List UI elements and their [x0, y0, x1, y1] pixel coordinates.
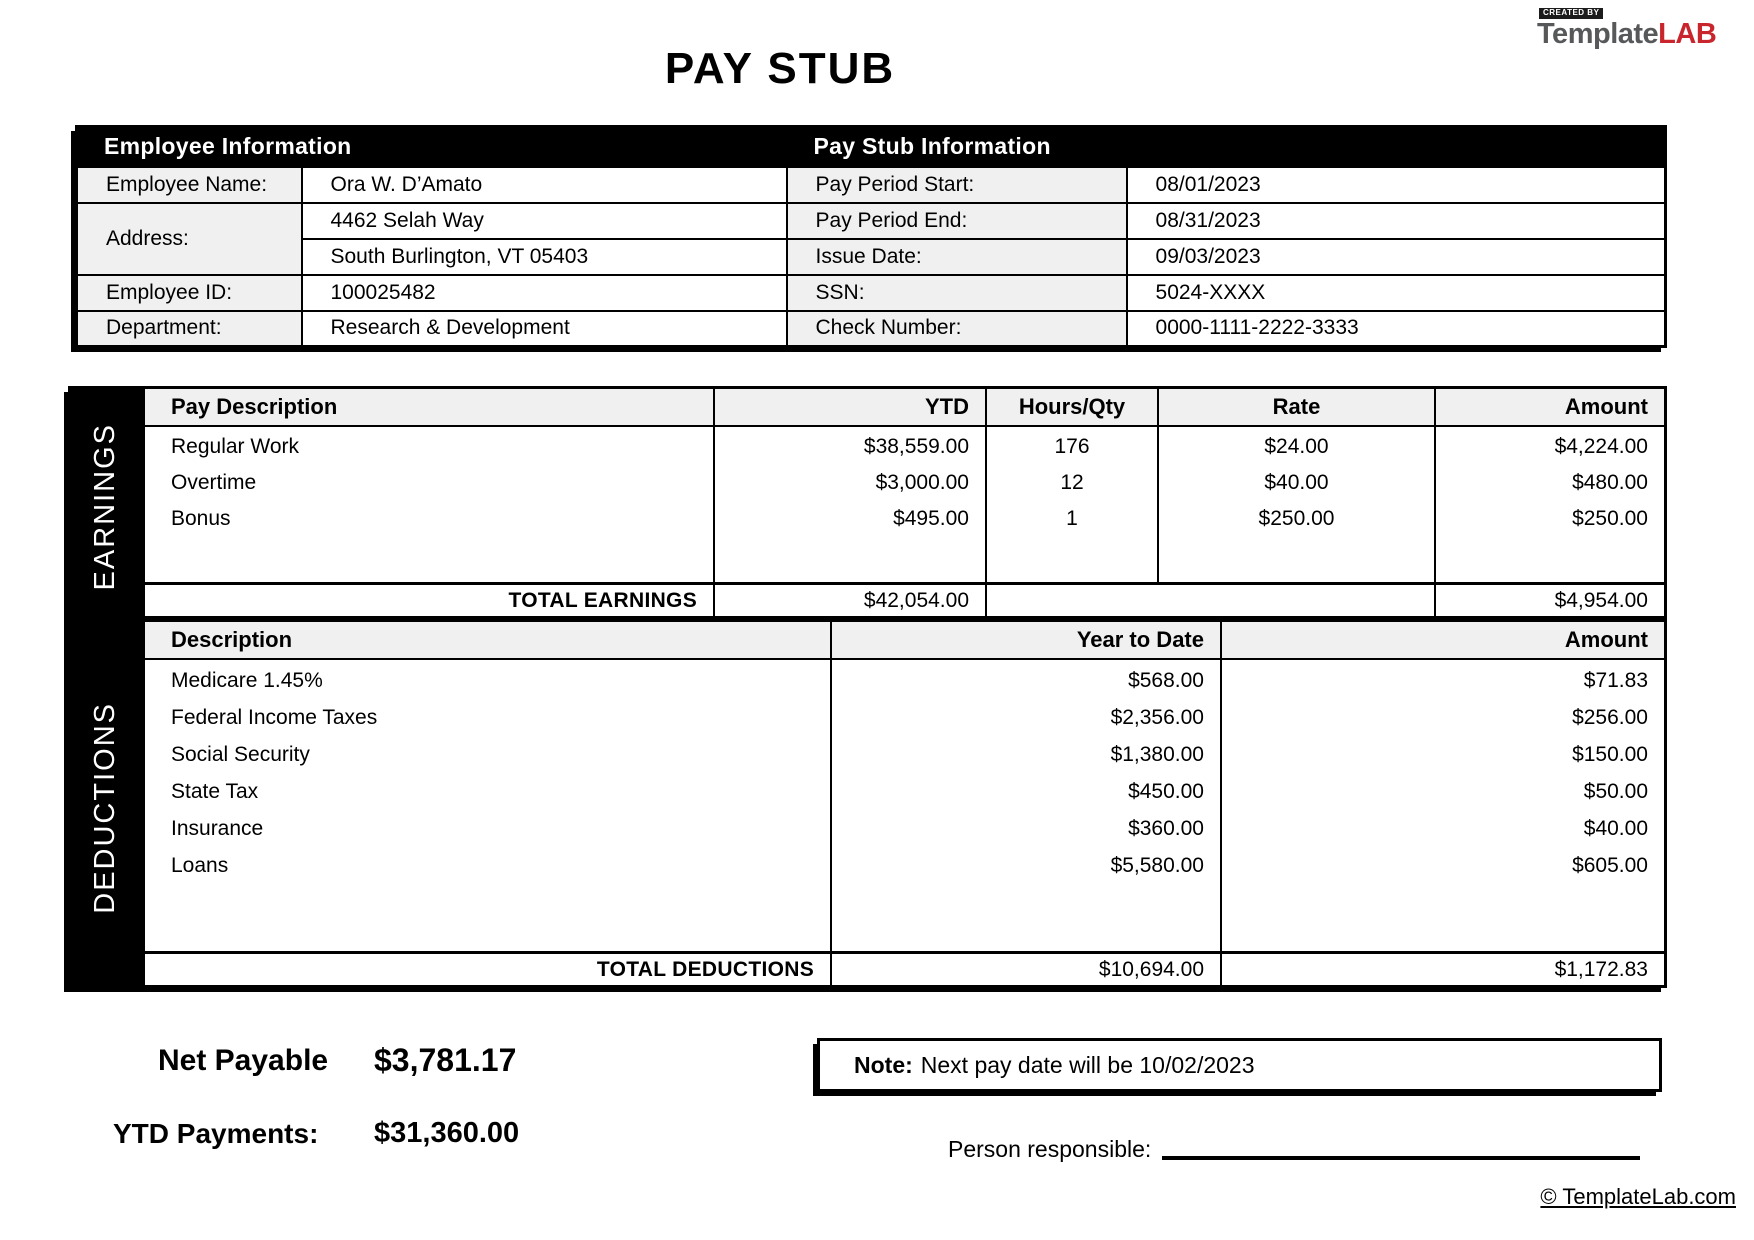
total-earnings-label: TOTAL EARNINGS [144, 584, 714, 618]
total-earnings-ytd: $42,054.00 [714, 584, 986, 618]
earnings-header-row [144, 388, 1666, 426]
earnings-hours: 176 [1054, 434, 1090, 458]
issue-date-label: Issue Date: [787, 239, 1127, 275]
earnings-sidebar-section [68, 386, 143, 627]
employee-name-label: Employee Name: [77, 167, 302, 203]
earnings-rate: $250.00 [1258, 506, 1335, 530]
earnings-section-label: EARNINGS [89, 422, 121, 591]
earnings-col-rate: Rate [1158, 388, 1435, 426]
employee-id-label: Employee ID: [77, 275, 302, 311]
person-responsible-signature-line [1162, 1128, 1640, 1160]
deduction-ytd: $568.00 [1128, 668, 1204, 692]
earnings-ytd: $3,000.00 [875, 470, 969, 494]
footer-credit: © TemplateLab.com [1540, 1184, 1736, 1209]
department-value: Research & Development [302, 311, 787, 347]
deduction-description: Insurance [171, 816, 264, 840]
earnings-amount-values [1435, 426, 1666, 584]
total-deductions-row [144, 953, 1666, 987]
table-row [77, 275, 1666, 311]
ssn-label: SSN: [787, 275, 1127, 311]
info-header-row [77, 127, 1666, 167]
total-deductions-amount: $1,172.83 [1221, 953, 1666, 987]
table-row [77, 203, 1666, 239]
net-payable-label: Net Payable [158, 1044, 329, 1077]
pay-period-start-label: Pay Period Start: [787, 167, 1127, 203]
check-number-value: 0000-1111-2222-3333 [1127, 311, 1666, 347]
department-label: Department: [77, 311, 302, 347]
logo-brand-text [1537, 19, 1716, 49]
earnings-amount: $250.00 [1572, 506, 1648, 530]
earnings-ytd: $38,559.00 [863, 434, 969, 458]
earnings-hours-values [986, 426, 1158, 584]
deductions-descriptions [144, 659, 831, 953]
earnings-amount: $480.00 [1572, 470, 1648, 494]
earnings-rate: $24.00 [1264, 434, 1329, 458]
deductions-col-year-to-date: Year to Date [831, 621, 1221, 659]
deduction-description: Social Security [171, 742, 310, 766]
deduction-ytd: $5,580.00 [1110, 853, 1204, 877]
total-earnings-amount: $4,954.00 [1435, 584, 1666, 618]
earnings-descriptions [144, 426, 714, 584]
deduction-amount: $605.00 [1572, 853, 1648, 877]
deductions-amount-values [1221, 659, 1666, 953]
pay-period-end-value: 08/31/2023 [1127, 203, 1666, 239]
earnings-table [143, 386, 1667, 619]
deductions-sidebar-section [68, 627, 143, 988]
info-table [75, 125, 1667, 348]
deductions-table [143, 619, 1667, 988]
deduction-ytd: $2,356.00 [1110, 705, 1204, 729]
earnings-description: Regular Work [171, 434, 299, 458]
deduction-description: Federal Income Taxes [171, 705, 378, 729]
deductions-col-amount: Amount [1221, 621, 1666, 659]
table-row [77, 239, 1666, 275]
person-responsible-label: Person responsible: [948, 1136, 1152, 1162]
deduction-ytd: $360.00 [1128, 816, 1204, 840]
employee-name-value: Ora W. D’Amato [302, 167, 787, 203]
address-line2-value: South Burlington, VT 05403 [302, 239, 787, 275]
earnings-col-pay-description: Pay Description [144, 388, 714, 426]
logo-brand-template: Template [1537, 17, 1659, 50]
deduction-amount: $256.00 [1572, 705, 1648, 729]
table-row [77, 311, 1666, 347]
total-deductions-ytd: $10,694.00 [831, 953, 1221, 987]
ssn-value: 5024-XXXX [1127, 275, 1666, 311]
note-label: Note: [854, 1051, 913, 1078]
employee-information-header: Employee Information [77, 127, 787, 167]
templatelab-logo [1537, 8, 1716, 49]
address-label: Address: [77, 203, 302, 275]
earnings-col-ytd: YTD [714, 388, 986, 426]
total-deductions-label: TOTAL DEDUCTIONS [144, 953, 831, 987]
earnings-col-hours-qty: Hours/Qty [986, 388, 1158, 426]
page-title: PAY STUB [664, 44, 896, 93]
net-payable-value: $3,781.17 [374, 1042, 517, 1078]
section-sidebar [68, 386, 143, 988]
ytd-payments-value: $31,360.00 [374, 1117, 520, 1149]
earnings-deductions-block [68, 386, 1667, 988]
earnings-description: Overtime [171, 470, 257, 494]
deductions-ytd-values [831, 659, 1221, 953]
logo-created-by-badge: CREATED BY [1539, 8, 1603, 19]
deduction-ytd: $1,380.00 [1110, 742, 1204, 766]
deduction-ytd: $450.00 [1128, 779, 1204, 803]
note-box [817, 1038, 1662, 1092]
total-earnings-row [144, 584, 1666, 618]
earnings-ytd: $495.00 [893, 506, 969, 530]
total-earnings-spacer [986, 584, 1435, 618]
ytd-payments-label: YTD Payments: [113, 1118, 319, 1149]
earnings-col-amount: Amount [1435, 388, 1666, 426]
earnings-ytd-values [714, 426, 986, 584]
logo-brand-lab: LAB [1658, 17, 1717, 50]
deductions-body-row [144, 659, 1666, 953]
deduction-description: State Tax [171, 779, 259, 803]
pay-period-end-label: Pay Period End: [787, 203, 1127, 239]
pay-period-start-value: 08/01/2023 [1127, 167, 1666, 203]
paystub-information-header: Pay Stub Information [787, 127, 1666, 167]
main-tables [143, 386, 1667, 988]
earnings-hours: 1 [1066, 506, 1078, 530]
check-number-label: Check Number: [787, 311, 1127, 347]
deduction-amount: $71.83 [1583, 668, 1648, 692]
earnings-rate: $40.00 [1264, 470, 1329, 494]
deduction-amount: $50.00 [1583, 779, 1648, 803]
deduction-description: Medicare 1.45% [171, 668, 323, 692]
deductions-header-row [144, 621, 1666, 659]
earnings-description: Bonus [171, 506, 231, 530]
deduction-description: Loans [171, 853, 229, 877]
note-text: Next pay date will be 10/02/2023 [920, 1051, 1255, 1078]
table-row [77, 167, 1666, 203]
deductions-section-label: DEDUCTIONS [89, 701, 121, 914]
earnings-hours: 12 [1060, 470, 1084, 494]
employee-id-value: 100025482 [302, 275, 787, 311]
deduction-amount: $40.00 [1583, 816, 1648, 840]
deduction-amount: $150.00 [1572, 742, 1648, 766]
deductions-col-description: Description [144, 621, 831, 659]
earnings-amount: $4,224.00 [1554, 434, 1648, 458]
issue-date-value: 09/03/2023 [1127, 239, 1666, 275]
address-line1-value: 4462 Selah Way [302, 203, 787, 239]
earnings-rate-values [1158, 426, 1435, 584]
earnings-body-row [144, 426, 1666, 584]
